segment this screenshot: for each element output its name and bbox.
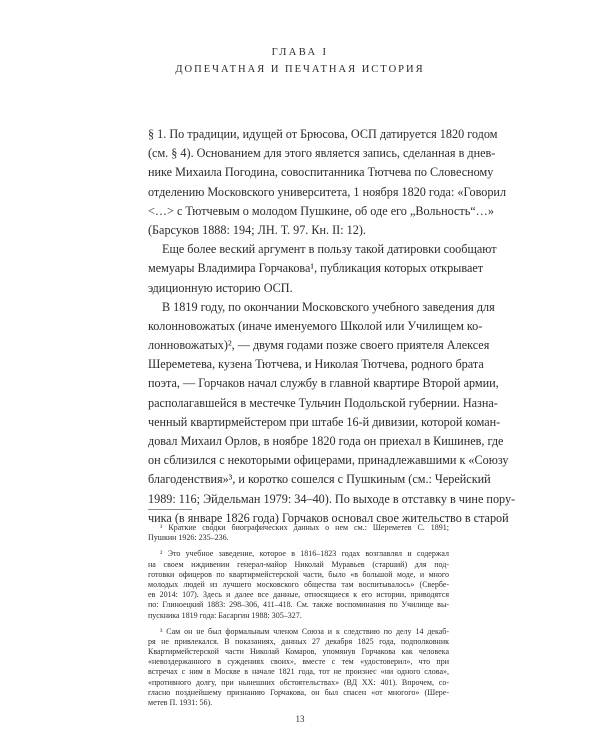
body-line: эдиционную историю ОСП. <box>148 280 293 295</box>
body-line: благоденствия»³, и коротко сошелся с Пушкиным (см.: Черейский <box>148 472 491 487</box>
footnote-line: ³ Сам он не был формальным членом Союза и к следствию по делу 14 декаб- <box>160 626 449 636</box>
body-line: чика (в январе 1826 года) Горчаков основал свое жительство в старой <box>148 510 509 525</box>
footnote-line: «противного долгу, при нынешних обстоятельствах» (ВД XX: 401). Впрочем, со- <box>148 677 449 687</box>
body-line: нике Михаила Погодина, совоспитанника Тютчева по Словесному <box>148 165 494 180</box>
footnote-line: ев 2014: 107). Здесь и далее все данные, относящиеся к его истории, приводятся <box>148 590 449 600</box>
body-line: довал Михаил Орлов, в ноябре 1820 года он приехал в Кишинев, где <box>148 434 504 448</box>
footnote-line: «невоздержанного в суждениях своих», вместе с тем «удостоверил», что при <box>148 657 449 667</box>
body-line: лонновожатых)², — двумя годами позже своего приятеля Алексея <box>148 338 490 353</box>
body-line: Шереметева, кузена Тютчева, и Николая Тютчева, родного брата <box>148 357 484 372</box>
footnote-line: на своем иждивении генерал-майор Николай Муравьев (старший) для под- <box>148 559 449 569</box>
body-line: ченный квартирмейстером при штабе 16-й дивизии, которой коман- <box>148 414 501 429</box>
footnote-line: метев П. 1931: 56). <box>148 698 213 707</box>
footnote-line: встречах с ним в Москве в начале 1821 года, тот не произнес «ни одного слова», <box>148 667 449 677</box>
footnote-line: готовки офицеров по квартирмейстерской части, было «в большой моде, и много <box>148 569 449 579</box>
footnotes <box>148 523 449 708</box>
footnote-line: пускника 1819 года: Басаргин 1988: 305–327. <box>148 610 302 620</box>
footnote-line: по: Глиноецкий 1883: 298–306, 411–418. См. также воспоминания по Училище вы- <box>148 600 449 610</box>
chapter-label: ГЛАВА I <box>271 47 329 58</box>
chapter-title: ДОПЕЧАТНАЯ И ПЕЧАТНАЯ ИСТОРИЯ <box>175 64 425 75</box>
footnote-line: ря не привлекался. В показаниях, данных 27 декабря 1825 года, подполковник <box>148 636 449 646</box>
page-number: 13 <box>295 714 305 724</box>
body-line: поэта, — Горчаков начал службу в главной квартире Второй армии, <box>148 376 499 391</box>
body-line: мемуары Владимира Горчакова¹, публикация которых открывает <box>148 261 484 276</box>
footnote-divider <box>148 509 192 510</box>
main-text <box>148 125 516 528</box>
body-line: он сблизился с некоторыми офицерами, принадлежавшими к «Союзу <box>148 453 509 468</box>
body-line: 1989: 116; Эйдельман 1979: 34–40). По выходе в отставку в чине пору- <box>148 491 516 506</box>
body-line: В 1819 году, по окончании Московского учебного заведения для <box>162 299 495 314</box>
body-line: колонновожатых (иначе именуемого Школой или Училищем ко- <box>148 318 483 333</box>
footnote-line: ¹ Краткие сводки биографических данных о нем см.: Шереметев С. 1891; <box>160 523 449 532</box>
footnote-line: Пушкин 1926: 235–236. <box>148 533 229 543</box>
footnote-line: Квартирмейстерской части Николай Комаров, упомянув Горчакова как человека <box>148 647 449 657</box>
body-line: отделению Московского университета, 1 ноября 1820 года: «Говорил <box>148 184 507 199</box>
body-line: <…> с Тютчевым о молодом Пушкине, об оде его „Вольность“…» <box>148 203 494 218</box>
body-line: располагавшейся в местечке Тульчин Подольской губернии. Назна- <box>148 395 498 410</box>
footnote-line: гласно позднейшему признанию Горчакова, он был спасен «от многого» (Шере- <box>148 687 449 697</box>
footnote-line: молодых людей из лучшего московского общества там воспитывалось» (Свербе- <box>148 579 449 589</box>
body-line: Еще более веский аргумент в пользу такой датировки сообщают <box>162 242 497 257</box>
footnote-line: ² Это учебное заведение, которое в 1816–1823 годах возглавлял и содержал <box>160 549 449 559</box>
body-line: (Барсуков 1888: 194; ЛН. Т. 97. Кн. II: 12). <box>148 222 366 237</box>
body-line: (см. § 4). Основанием для этого является запись, сделанная в днев- <box>148 146 496 161</box>
body-line: § 1. По традиции, идущей от Брюсова, ОСП датируется 1820 годом <box>148 127 498 141</box>
